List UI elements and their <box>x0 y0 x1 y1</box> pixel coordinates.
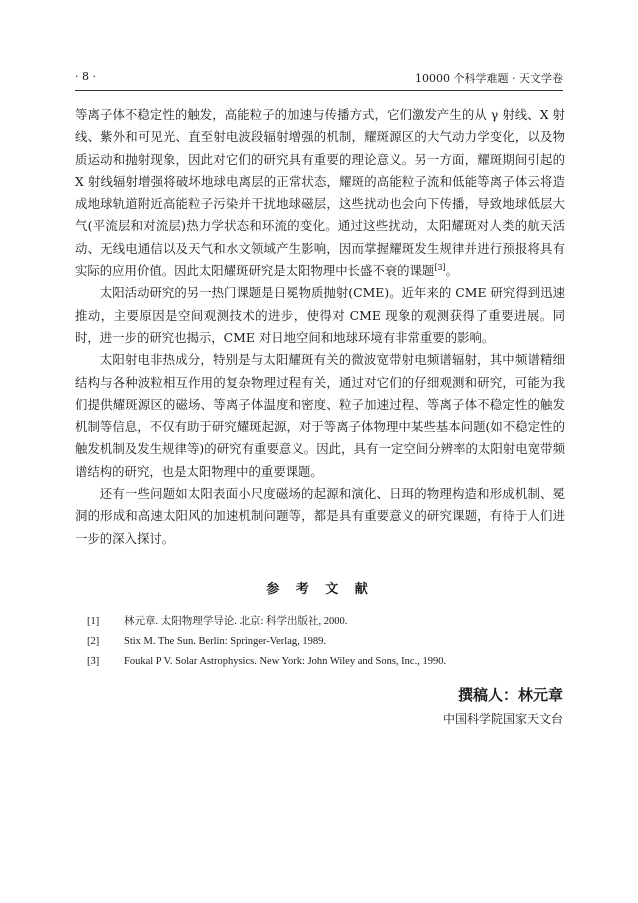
paragraph-4: 还有一些问题如太阳表面小尺度磁场的起源和演化、日珥的物理构造和形成机制、冕洞的形成和高速太阳风的加速机制问题等，都是具有重要意义的研究课题，有待于人们进一步的深入探讨。 <box>75 486 565 546</box>
paragraph-2: 太阳活动研究的另一热门课题是日冕物质抛射(CME)。近年来的 CME 研究得到迅速推动，主要原因是空间观测技术的进步，使得对 CME 现象的观测获得了重要进展。同时，进一步的研究也揭示，CME 对日地空间和地球环境有非常重要的影响。 <box>75 285 565 345</box>
reference-number: [2] <box>87 636 100 647</box>
running-title: 10000 个科学难题 · 天文学卷 <box>415 72 563 85</box>
author-credit <box>458 684 563 705</box>
reference-number: [3] <box>87 656 100 667</box>
reference-text: Stix M. The Sun. Berlin: Springer-Verlag, 1989. <box>124 636 326 647</box>
author-affiliation: 中国科学院国家天文台 <box>442 712 563 726</box>
author-label: 撰稿人： <box>457 686 518 704</box>
paragraph-1-text: 等离子体不稳定性的触发，高能粒子的加速与传播方式，它们激发产生的从 γ 射线、X 射线、紫外和可见光、直至射电波段辐射增强的机制，耀斑源区的大气动力学变化，以及物质运动和抛射现象，因此对它们的研究具有重要的理论意义。另一方面，耀斑期间引起的 X 射线辐射增强将破坏地球电离层的正常状态，耀斑的高能粒子流和低能等离子体云将造成地球轨道附近高能粒子污染并干扰地球磁层，这些扰动也会向下传播，导致地球低层大气(平流层和对流层)热力学状态和环流的变化。通过这些扰动，太阳耀斑对人类的航天活动、无线电通信以及天气和水文领域产生影响，因而掌握耀斑发生规律并进行预报将具有实际的应用价值。因此太阳耀斑研究是太阳物理中长盛不衰的课题 <box>75 107 565 279</box>
page-number: · 8 · <box>75 70 96 83</box>
reference-text: 林元章. 太阳物理学导论. 北京: 科学出版社, 2000. <box>124 616 348 627</box>
reference-item <box>87 633 565 653</box>
author-name: 林元章 <box>517 686 563 704</box>
body-text <box>75 104 565 550</box>
references-heading: 参 考 文 献 <box>266 582 374 597</box>
paragraph-3: 太阳射电非热成分，特别是与太阳耀斑有关的微波宽带射电频谱辐射，其中频谱精细结构与各种波粒相互作用的复杂物理过程有关，通过对它们的仔细观测和研究，可能为我们提供耀斑源区的磁场、等离子体温度和密度、粒子加速过程、等离子体不稳定性的触发机制等信息，不仅有助于研究耀斑起源，对于等离子体物理中某些基本问题(如不稳定性的触发机制及发生规律等)的研究有重要意义。因此，具有一定空间分辨率的太阳射电宽带频谱结构的研究，也是太阳物理中的重要课题。 <box>75 352 565 479</box>
reference-item <box>87 653 565 673</box>
paragraph-1-end: 。 <box>445 263 459 279</box>
citation-3: [3] <box>434 262 446 272</box>
paragraph-1 <box>75 104 565 282</box>
reference-text: Foukal P V. Solar Astrophysics. New York: John Wiley and Sons, Inc., 1990. <box>124 656 447 667</box>
page-header <box>75 70 563 91</box>
reference-number: [1] <box>87 616 100 627</box>
reference-item <box>87 613 565 633</box>
references-list <box>87 613 565 673</box>
